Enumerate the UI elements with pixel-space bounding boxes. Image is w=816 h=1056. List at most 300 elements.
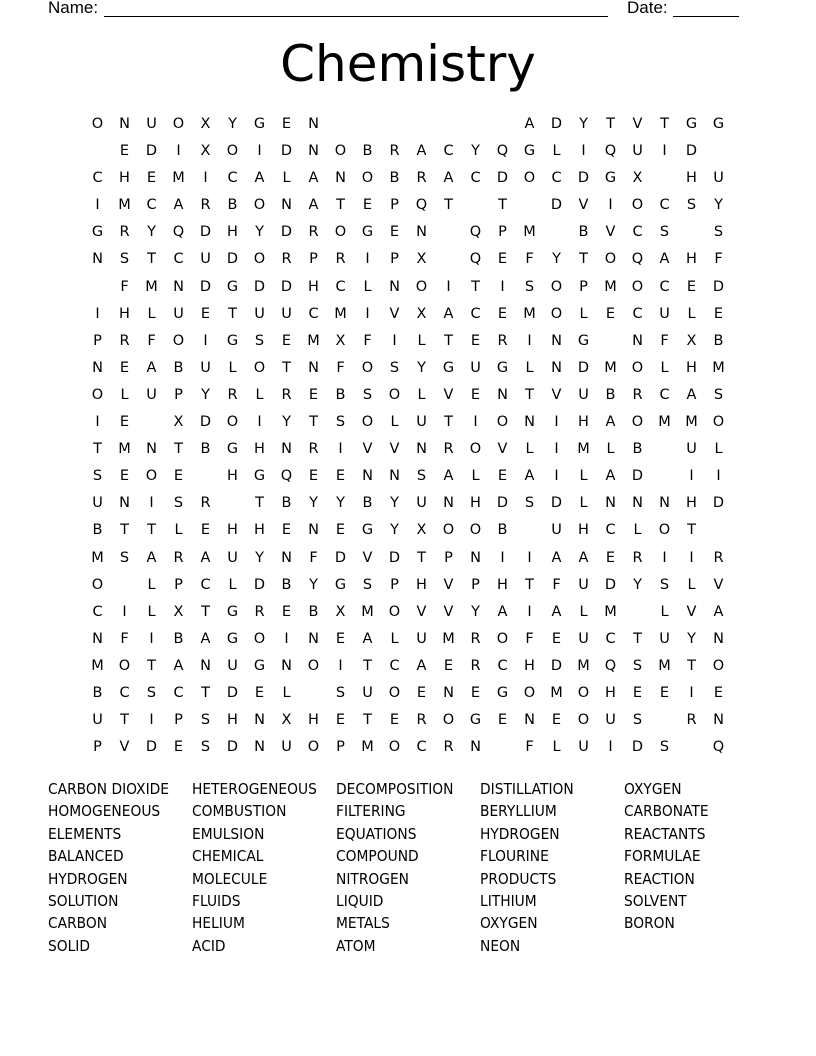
- grid-cell: O: [361, 359, 374, 376]
- grid-cell: T: [363, 657, 372, 674]
- grid-cell: A: [659, 251, 670, 268]
- grid-cell: D: [280, 278, 293, 295]
- grid-cell: U: [254, 305, 265, 322]
- grid-cell: I: [122, 603, 127, 620]
- grid-cell: C: [659, 197, 670, 214]
- grid-cell: O: [253, 251, 266, 268]
- grid-cell: A: [173, 197, 184, 214]
- grid-cell: D: [226, 739, 239, 756]
- grid-cell: E: [146, 170, 157, 187]
- word-bank-item: SOLUTION: [48, 892, 119, 911]
- grid-cell: H: [119, 170, 130, 187]
- grid-cell: R: [416, 712, 427, 729]
- grid-cell: D: [550, 116, 563, 132]
- grid-cell: R: [119, 332, 130, 349]
- grid-cell: B: [308, 603, 319, 620]
- grid-cell: E: [200, 522, 211, 539]
- grid-cell: N: [92, 359, 103, 376]
- grid-cell: B: [92, 684, 103, 701]
- grid-cell: I: [149, 495, 154, 512]
- grid-cell: L: [390, 630, 399, 647]
- grid-cell: O: [226, 414, 239, 431]
- grid-cell: I: [581, 143, 586, 160]
- grid-cell: R: [119, 224, 130, 241]
- grid-cell: T: [444, 197, 453, 214]
- grid-cell: U: [416, 495, 427, 512]
- grid-cell: [138, 409, 165, 436]
- grid-cell: [705, 138, 732, 165]
- grid-cell: C: [443, 143, 454, 160]
- word-bank-item: HELIUM: [192, 914, 245, 933]
- grid-cell: O: [307, 657, 320, 674]
- grid-cell: A: [605, 414, 616, 431]
- grid-cell: H: [686, 359, 697, 376]
- grid-cell: O: [577, 684, 590, 701]
- grid-cell: C: [92, 170, 103, 187]
- grid-cell: F: [552, 576, 561, 593]
- grid-cell: H: [308, 278, 319, 295]
- grid-cell: M: [145, 278, 158, 295]
- grid-row: [84, 653, 732, 680]
- name-label: Name:: [48, 0, 99, 17]
- grid-cell: F: [525, 739, 534, 756]
- grid-cell: Y: [687, 630, 696, 647]
- grid-cell: R: [470, 657, 481, 674]
- grid-cell: E: [659, 684, 670, 701]
- grid-cell: C: [416, 739, 427, 756]
- grid-cell: [651, 707, 678, 734]
- grid-cell: L: [228, 576, 237, 593]
- grid-cell: E: [281, 522, 292, 539]
- grid-cell: N: [443, 495, 454, 512]
- worksheet-header: [48, 0, 748, 20]
- grid-cell: E: [200, 305, 211, 322]
- grid-cell: D: [334, 549, 347, 566]
- grid-cell: U: [551, 522, 562, 539]
- grid-cell: D: [199, 224, 212, 241]
- grid-cell: R: [281, 386, 292, 403]
- grid-cell: G: [253, 116, 266, 132]
- grid-cell: M: [577, 441, 590, 458]
- grid-cell: M: [118, 197, 131, 214]
- grid-cell: I: [95, 197, 100, 214]
- grid-cell: I: [95, 414, 100, 431]
- grid-cell: S: [659, 224, 670, 241]
- grid-cell: Q: [469, 224, 482, 241]
- grid-cell: U: [416, 630, 427, 647]
- word-bank-item: FLOURINE: [480, 847, 549, 866]
- grid-cell: A: [362, 630, 373, 647]
- grid-cell: O: [469, 441, 482, 458]
- grid-cell: R: [308, 441, 319, 458]
- grid-cell: S: [146, 684, 157, 701]
- grid-cell: P: [498, 224, 507, 241]
- grid-cell: C: [335, 278, 346, 295]
- grid-cell: L: [579, 305, 588, 322]
- grid-cell: T: [147, 251, 156, 268]
- grid-cell: B: [173, 630, 184, 647]
- grid-cell: Q: [631, 251, 644, 268]
- grid-cell: U: [578, 630, 589, 647]
- grid-cell: X: [335, 603, 346, 620]
- grid-cell: U: [686, 441, 697, 458]
- word-bank-item: METALS: [336, 914, 390, 933]
- word-bank-column: [624, 778, 768, 957]
- grid-cell: G: [226, 603, 239, 620]
- grid-cell: T: [174, 441, 183, 458]
- grid-cell: A: [308, 197, 319, 214]
- grid-cell: M: [712, 359, 725, 376]
- grid-cell: N: [92, 630, 103, 647]
- grid-cell: O: [415, 278, 428, 295]
- grid-cell: C: [389, 657, 400, 674]
- grid-cell: [651, 165, 678, 192]
- grid-cell: Y: [579, 116, 588, 132]
- grid-cell: B: [362, 143, 373, 160]
- grid-cell: T: [201, 603, 210, 620]
- word-bank-item: COMBUSTION: [192, 802, 287, 821]
- grid-cell: N: [254, 712, 265, 729]
- grid-cell: U: [362, 684, 373, 701]
- grid-row: [84, 599, 732, 626]
- grid-cell: N: [524, 712, 535, 729]
- grid-cell: T: [336, 197, 345, 214]
- grid-cell: G: [523, 143, 536, 160]
- grid-cell: D: [604, 576, 617, 593]
- grid-cell: B: [92, 522, 103, 539]
- grid-cell: T: [498, 197, 507, 214]
- grid-cell: M: [604, 359, 617, 376]
- grid-cell: S: [632, 712, 643, 729]
- grid-cell: P: [390, 197, 399, 214]
- grid-cell: V: [389, 441, 400, 458]
- grid-cell: A: [146, 359, 157, 376]
- grid-cell: M: [307, 332, 320, 349]
- grid-cell: C: [497, 657, 508, 674]
- grid-cell: F: [363, 332, 372, 349]
- grid-cell: D: [496, 170, 509, 187]
- grid-cell: [462, 192, 489, 219]
- word-bank-item: DISTILLATION: [480, 780, 574, 798]
- grid-cell: S: [524, 278, 535, 295]
- grid-cell: C: [92, 603, 103, 620]
- grid-cell: M: [361, 739, 374, 756]
- grid-cell: S: [335, 684, 346, 701]
- grid-cell: Y: [309, 576, 318, 593]
- grid-cell: N: [119, 116, 130, 132]
- grid-cell: L: [390, 414, 399, 431]
- grid-cell: G: [577, 332, 590, 349]
- grid-cell: O: [361, 170, 374, 187]
- grid-cell: O: [712, 414, 725, 431]
- grid-cell: B: [713, 332, 724, 349]
- grid-cell: E: [551, 630, 562, 647]
- grid-cell: H: [227, 522, 238, 539]
- grid-cell: L: [525, 441, 534, 458]
- grid-cell: V: [443, 603, 454, 620]
- grid-cell: A: [200, 630, 211, 647]
- grid-cell: O: [442, 522, 455, 539]
- word-bank-item: BORON: [624, 914, 675, 933]
- grid-cell: B: [173, 359, 184, 376]
- grid-cell: S: [119, 251, 130, 268]
- grid-cell: M: [523, 224, 536, 241]
- grid-cell: O: [118, 657, 131, 674]
- grid-cell: [327, 111, 354, 138]
- word-bank-item: NEON: [480, 936, 521, 955]
- grid-row: [84, 463, 732, 490]
- grid-cell: O: [253, 197, 266, 214]
- grid-row: [84, 111, 732, 138]
- grid-cell: O: [550, 278, 563, 295]
- grid-cell: H: [497, 576, 508, 593]
- grid-cell: F: [147, 332, 156, 349]
- grid-cell: P: [309, 251, 318, 268]
- grid-cell: O: [145, 468, 158, 485]
- grid-cell: I: [608, 739, 613, 756]
- grid-cell: I: [554, 441, 559, 458]
- grid-cell: M: [685, 414, 698, 431]
- word-bank-item: BALANCED: [48, 847, 124, 866]
- grid-cell: N: [713, 630, 724, 647]
- grid-cell: C: [632, 305, 643, 322]
- grid-cell: N: [281, 657, 292, 674]
- grid-cell: G: [469, 712, 482, 729]
- grid-cell: M: [604, 603, 617, 620]
- grid-cell: L: [255, 386, 264, 403]
- grid-cell: Y: [417, 359, 426, 376]
- grid-cell: E: [443, 657, 454, 674]
- grid-cell: U: [713, 170, 724, 187]
- grid-cell: N: [308, 116, 319, 132]
- grid-cell: D: [388, 549, 401, 566]
- grid-cell: H: [578, 414, 589, 431]
- grid-cell: L: [552, 143, 561, 160]
- grid-cell: [462, 111, 489, 138]
- grid-cell: L: [417, 386, 426, 403]
- grid-cell: O: [604, 251, 617, 268]
- grid-cell: C: [308, 305, 319, 322]
- grid-cell: T: [525, 386, 534, 403]
- grid-cell: [300, 680, 327, 707]
- grid-cell: I: [662, 549, 667, 566]
- grid-cell: A: [173, 657, 184, 674]
- grid-cell: A: [524, 468, 535, 485]
- grid-row: [84, 138, 732, 165]
- grid-cell: E: [605, 305, 616, 322]
- grid-cell: A: [524, 116, 535, 132]
- grid-row: [84, 626, 732, 653]
- grid-cell: B: [362, 495, 373, 512]
- grid-cell: D: [226, 684, 239, 701]
- grid-cell: X: [173, 414, 184, 431]
- grid-cell: A: [713, 603, 724, 620]
- grid-cell: B: [335, 386, 346, 403]
- grid-cell: L: [147, 576, 156, 593]
- word-bank-item: SOLID: [48, 936, 91, 955]
- grid-cell: M: [172, 170, 185, 187]
- grid-cell: T: [525, 576, 534, 593]
- grid-cell: [516, 517, 543, 544]
- word-bank-item: HYDROGEN: [48, 869, 128, 888]
- grid-cell: T: [255, 495, 264, 512]
- grid-cell: C: [632, 224, 643, 241]
- grid-cell: R: [416, 170, 427, 187]
- grid-cell: D: [253, 576, 266, 593]
- grid-cell: B: [227, 197, 238, 214]
- grid-cell: O: [334, 224, 347, 241]
- grid-cell: C: [605, 630, 616, 647]
- grid-cell: E: [281, 116, 292, 132]
- grid-cell: L: [525, 359, 534, 376]
- grid-cell: U: [659, 305, 670, 322]
- grid-row: [84, 274, 732, 301]
- grid-cell: C: [659, 386, 670, 403]
- grid-cell: Y: [255, 549, 264, 566]
- grid-cell: U: [146, 386, 157, 403]
- grid-cell: A: [686, 386, 697, 403]
- grid-cell: D: [145, 143, 158, 160]
- grid-cell: N: [362, 468, 373, 485]
- grid-cell: H: [470, 495, 481, 512]
- grid-cell: X: [686, 332, 697, 349]
- grid-cell: [84, 274, 111, 301]
- grid-cell: Y: [714, 197, 723, 214]
- grid-cell: L: [579, 495, 588, 512]
- grid-cell: T: [93, 441, 102, 458]
- grid-cell: A: [443, 305, 454, 322]
- grid-cell: N: [119, 495, 130, 512]
- grid-cell: N: [308, 143, 319, 160]
- grid-cell: U: [605, 712, 616, 729]
- grid-cell: G: [361, 522, 374, 539]
- grid-cell: P: [444, 549, 453, 566]
- grid-cell: C: [146, 197, 157, 214]
- grid-cell: B: [389, 170, 400, 187]
- grid-cell: R: [173, 549, 184, 566]
- grid-cell: D: [712, 278, 725, 295]
- grid-cell: S: [119, 549, 130, 566]
- word-bank-item: EQUATIONS: [336, 824, 417, 843]
- word-bank-item: OXYGEN: [624, 780, 682, 798]
- grid-cell: O: [388, 386, 401, 403]
- grid-cell: P: [93, 332, 102, 349]
- grid-row: [84, 301, 732, 328]
- grid-cell: V: [119, 739, 130, 756]
- grid-cell: F: [336, 359, 345, 376]
- grid-row: [84, 192, 732, 219]
- grid-cell: [705, 517, 732, 544]
- grid-cell: A: [578, 549, 589, 566]
- grid-cell: [651, 463, 678, 490]
- grid-cell: F: [660, 332, 669, 349]
- grid-row: [84, 409, 732, 436]
- grid-cell: L: [687, 576, 696, 593]
- grid-cell: I: [527, 549, 532, 566]
- grid-cell: N: [605, 495, 616, 512]
- word-bank-item: CARBON: [48, 914, 108, 933]
- grid-cell: X: [173, 603, 184, 620]
- grid-cell: G: [226, 441, 239, 458]
- grid-cell: N: [443, 684, 454, 701]
- grid-cell: V: [632, 116, 643, 132]
- grid-cell: O: [550, 305, 563, 322]
- grid-cell: V: [416, 603, 427, 620]
- grid-cell: A: [308, 170, 319, 187]
- grid-cell: E: [173, 739, 184, 756]
- grid-cell: N: [659, 495, 670, 512]
- grid-cell: O: [577, 712, 590, 729]
- grid-cell: Y: [633, 576, 642, 593]
- grid-cell: O: [442, 712, 455, 729]
- grid-cell: E: [497, 251, 508, 268]
- grid-cell: E: [686, 278, 697, 295]
- grid-cell: I: [95, 305, 100, 322]
- name-blank-line: [104, 16, 608, 17]
- grid-cell: G: [253, 468, 266, 485]
- letter-grid: [84, 111, 732, 761]
- grid-cell: T: [120, 712, 129, 729]
- grid-cell: N: [308, 359, 319, 376]
- grid-cell: I: [473, 414, 478, 431]
- grid-cell: D: [199, 414, 212, 431]
- grid-cell: C: [659, 278, 670, 295]
- grid-cell: S: [713, 224, 724, 241]
- grid-cell: E: [119, 359, 130, 376]
- grid-cell: V: [389, 305, 400, 322]
- grid-cell: T: [660, 116, 669, 132]
- grid-cell: N: [470, 739, 481, 756]
- word-bank-item: BERYLLIUM: [480, 802, 557, 821]
- grid-cell: V: [362, 441, 373, 458]
- grid-cell: L: [579, 603, 588, 620]
- grid-cell: E: [470, 386, 481, 403]
- grid-cell: V: [551, 386, 562, 403]
- grid-cell: E: [497, 305, 508, 322]
- grid-cell: O: [658, 522, 671, 539]
- grid-cell: [678, 734, 705, 761]
- grid-cell: T: [120, 522, 129, 539]
- grid-cell: B: [605, 386, 616, 403]
- grid-cell: [543, 219, 570, 246]
- grid-cell: C: [173, 251, 184, 268]
- grid-cell: R: [281, 251, 292, 268]
- grid-cell: X: [416, 522, 427, 539]
- grid-cell: N: [308, 630, 319, 647]
- grid-cell: S: [524, 495, 535, 512]
- grid-row: [84, 246, 732, 273]
- grid-cell: N: [551, 332, 562, 349]
- grid-cell: B: [281, 495, 292, 512]
- grid-cell: E: [335, 630, 346, 647]
- grid-cell: [381, 111, 408, 138]
- grid-row: [84, 490, 732, 517]
- word-bank-item: LIQUID: [336, 892, 384, 911]
- grid-cell: I: [500, 278, 505, 295]
- grid-cell: A: [200, 549, 211, 566]
- grid-cell: U: [92, 495, 103, 512]
- grid-cell: G: [496, 684, 509, 701]
- grid-cell: E: [119, 143, 130, 160]
- grid-cell: S: [389, 359, 400, 376]
- grid-cell: N: [416, 441, 427, 458]
- grid-cell: N: [416, 224, 427, 241]
- grid-cell: C: [173, 684, 184, 701]
- date-label: Date:: [627, 0, 668, 17]
- grid-cell: N: [146, 441, 157, 458]
- grid-cell: R: [632, 386, 643, 403]
- grid-cell: N: [173, 278, 184, 295]
